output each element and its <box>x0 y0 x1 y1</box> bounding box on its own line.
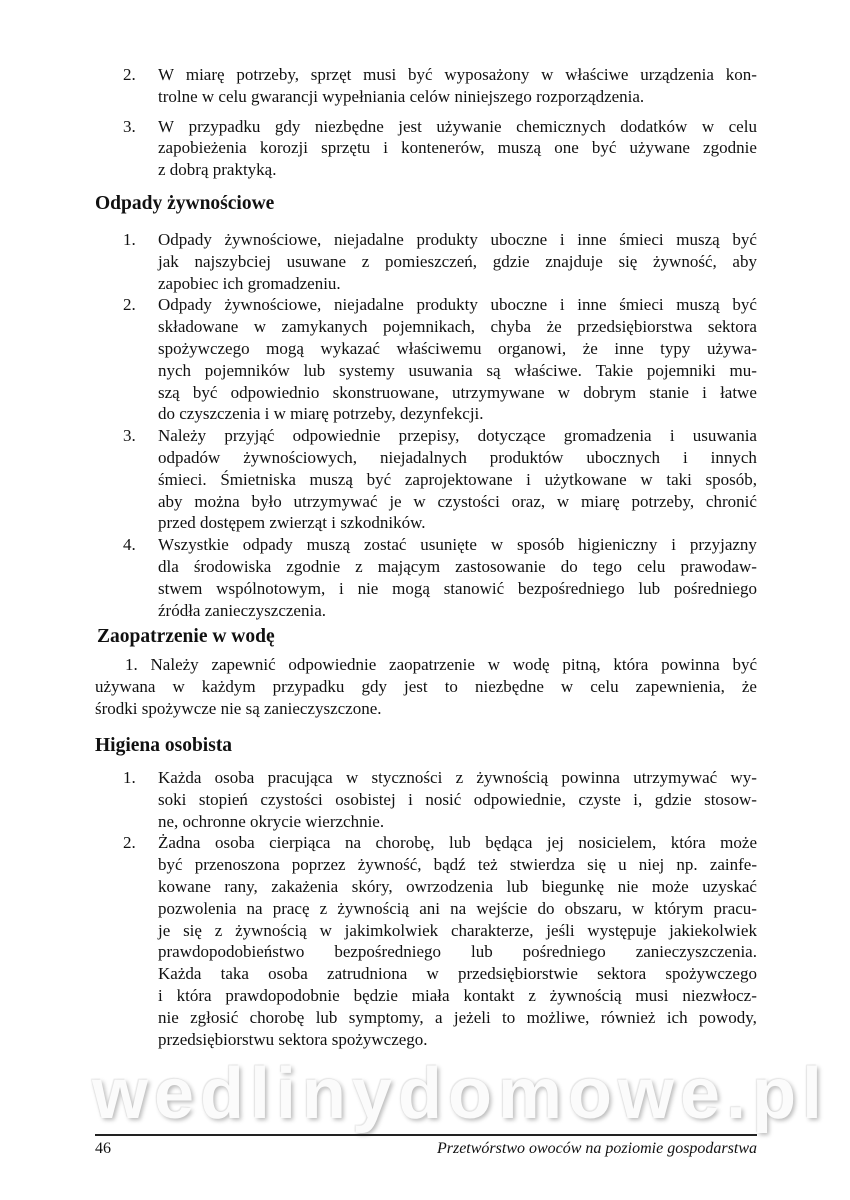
text-line: Żadna osoba cierpiąca na chorobę, lub będąca jej nosicielem, która może <box>158 833 757 853</box>
text-line: nych pojemników lub systemy usuwania są właściwe. Takie pojemniki mu- <box>158 360 757 380</box>
text-line: prawdopodobieństwo bezpośredniego lub pośredniego zanieczyszczenia. <box>158 942 757 962</box>
text-line: dla środowiska zgodnie z mającym zastosowanie do tego celu prawodaw- <box>158 556 757 576</box>
running-title: Przetwórstwo owoców na poziomie gospodarstwa <box>436 1140 757 1157</box>
text-line: przed dostępem zwierząt i szkodników. <box>158 513 426 533</box>
text-line: pozwolenia na pracę z żywnością ani na wejście do obszaru, w którym pracu- <box>158 898 757 918</box>
text-line: ne, ochronne okrycie wierzchnie. <box>158 811 385 831</box>
list-number: 1. <box>123 230 136 249</box>
list-item <box>0 116 850 181</box>
text-line: źródła zanieczyszczenia. <box>158 600 326 620</box>
text-line: Odpady żywnościowe, niejadalne produkty uboczne i inne śmieci muszą być <box>158 295 757 315</box>
list-number: 1. <box>123 768 136 787</box>
page-number: 46 <box>95 1140 111 1157</box>
text-line: zapobiec ich gromadzeniu. <box>158 273 341 293</box>
text-line: trolne w celu gwarancji wypełniania celów niniejszego rozporządzenia. <box>158 86 645 106</box>
text-line: Należy przyjąć odpowiednie przepisy, dotyczące gromadzenia i usuwania <box>158 426 757 446</box>
text-line: kowane rany, zakażenia skóry, owrzodzenia lub biegunkę nie może uzyskać <box>158 876 757 896</box>
personal-hygiene-list <box>0 767 850 1050</box>
list-item <box>0 534 850 621</box>
text-line: zapobieżenia korozji sprzętu i kontenerów, muszą one być używane zgodnie <box>158 138 757 158</box>
text-line: Każda osoba pracująca w styczności z żywnością powinna utrzymywać wy- <box>158 768 757 787</box>
text-line: przedsiębiorstwu sektora spożywczego. <box>158 1029 428 1049</box>
text-line: Wszystkie odpady muszą zostać usunięte w sposób higieniczny i przyjazny <box>158 535 757 555</box>
section-heading-personal-hygiene: Higiena osobista <box>95 735 233 756</box>
text-line: aby można było utrzymywać je w czystości oraz, w miarę potrzeby, chronić <box>158 491 757 511</box>
text-line: używana w każdym przypadku gdy jest to niezbędne w celu zapewnienia, że <box>95 676 757 696</box>
list-item <box>0 425 850 534</box>
list-number: 3. <box>123 116 136 136</box>
text-line: 1. Należy zapewnić odpowiednie zaopatrzenie w wodę pitną, która powinna być <box>125 655 757 674</box>
section-heading-food-waste: Odpady żywnościowe <box>95 193 275 214</box>
text-line: W przypadku gdy niezbędne jest używanie chemicznych dodatków w celu <box>158 116 757 136</box>
text-line: spożywczego mogą wykazać właściwemu organowi, że inne typy używa- <box>158 338 757 358</box>
text-line: Odpady żywnościowe, niejadalne produkty uboczne i inne śmieci muszą być <box>158 230 757 249</box>
text-line: je się z żywnością w jakimkolwiek charakterze, jeśli występuje jakiekolwiek <box>158 920 757 940</box>
text-line: i która prawdopodobnie będzie miała kontakt z żywnością musi niezwłocz- <box>158 985 757 1005</box>
food-waste-list <box>0 229 850 621</box>
list-number: 2. <box>123 833 136 853</box>
text-line: W miarę potrzeby, sprzęt musi być wyposażony w właściwe urządzenia kon- <box>158 65 757 84</box>
list-number: 2. <box>123 65 136 84</box>
list-number: 3. <box>123 426 136 446</box>
text-line: środki spożywcze nie są zanieczyszczone. <box>95 698 382 718</box>
text-line: być przenoszona poprzez żywność, bądź też stwierdza się u niej np. zainfe- <box>158 855 757 875</box>
text-line: odpadów żywnościowych, niejadalnych produktów ubocznych i innych <box>158 447 757 467</box>
text-line: Każda taka osoba zatrudniona w przedsiębiorstwie sektora spożywczego <box>158 964 757 984</box>
top-list <box>0 64 850 189</box>
water-supply-paragraph <box>0 654 850 719</box>
list-item <box>0 64 850 108</box>
text-line: z dobrą praktyką. <box>158 160 277 180</box>
list-item <box>0 832 850 1050</box>
text-line: do czyszczenia i w miarę potrzeby, dezynfekcji. <box>158 404 484 424</box>
text-line: stwem wspólnotowym, i nie mogą stanowić bezpośredniego lub pośredniego <box>158 578 757 598</box>
text-line: szą być odpowiednio skonstruowane, utrzymywane w dobrym stanie i łatwe <box>158 382 757 402</box>
list-item <box>0 767 850 832</box>
list-item <box>0 294 850 425</box>
watermark: wedlinydomowe.pl <box>92 1054 829 1134</box>
footer-rule <box>95 1134 757 1136</box>
text-line: śmieci. Śmietniska muszą być zaprojektowane i użytkowane w taki sposób, <box>158 469 757 489</box>
text-line: jak najszybciej usuwane z pomieszczeń, gdzie znajduje się żywność, aby <box>158 251 757 271</box>
text-line: soki stopień czystości osobistej i nosić odpowiednie, czyste i, gdzie stosow- <box>158 789 757 809</box>
list-number: 4. <box>123 535 136 555</box>
text-line: składowane w zamykanych pojemnikach, chyba że przedsiębiorstwa sektora <box>158 317 757 337</box>
list-number: 2. <box>123 295 136 315</box>
text-line: nie zgłosić chorobę lub symptomy, a jeżeli to możliwe, również ich powody, <box>158 1007 757 1027</box>
section-heading-water-supply: Zaopatrzenie w wodę <box>97 626 275 647</box>
list-item <box>0 229 850 294</box>
